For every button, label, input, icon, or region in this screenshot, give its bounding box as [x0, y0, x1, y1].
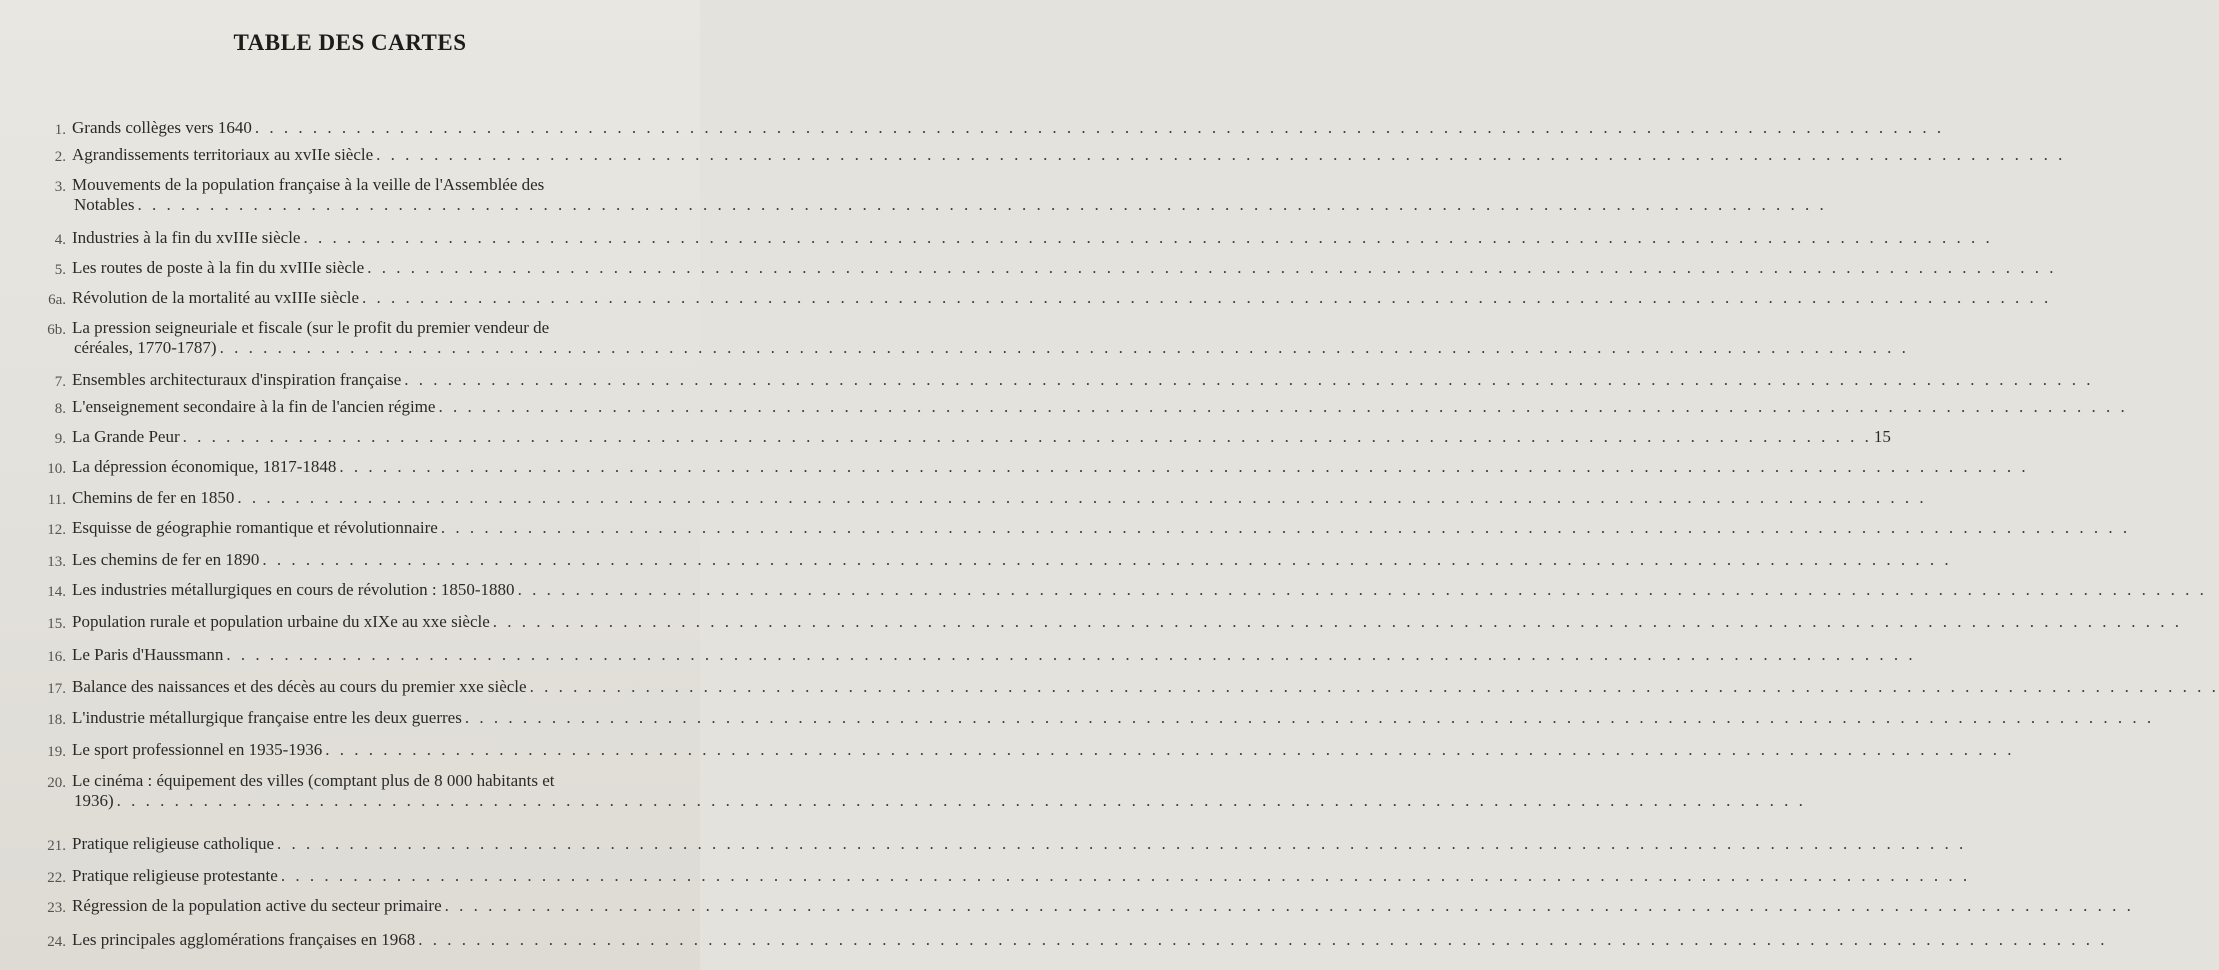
- toc-entry-line: [0, 318, 700, 338]
- toc-entry-row: [72, 118, 1945, 138]
- toc-entry-row: [72, 427, 1891, 447]
- toc-entry-title: Chemins de fer en 1850: [72, 488, 235, 507]
- toc-entry-title: Esquisse de géographie romantique et révolutionnaire: [72, 518, 438, 537]
- toc-entry: [0, 318, 1909, 358]
- toc-entry-number: 13.: [47, 554, 66, 570]
- toc-entry-title: Révolution de la mortalité au vxIIIe siècle: [72, 288, 360, 307]
- toc-entry-line: [0, 457, 2029, 477]
- toc-entry: [0, 771, 1806, 811]
- toc-entry-title: Le sport professionnel en 1935-1936: [72, 740, 323, 759]
- toc-entry-line: [0, 866, 1971, 886]
- toc-entry-number: 18.: [47, 712, 66, 728]
- toc-entry: [0, 612, 2183, 632]
- toc-entry-title: Ensembles architecturaux d'inspiration française: [72, 370, 402, 389]
- toc-entry-title: Les chemins de fer en 1890: [72, 550, 260, 569]
- toc-entry-line: [0, 175, 700, 195]
- toc-page-number: 15: [1873, 427, 1891, 446]
- dot-leader: . . . . . . . . . . . . . . . . . . . . . . . . . . . . . . . . . . . . . . . . . . . . . . . . . . . . . . . . . . . . . . . . . . . . . . . . . . . . . . . . . . . . . . . . . . . . . . . . . . . . . . . . . . . . . . . . . . . . .: [280, 866, 1971, 885]
- toc-entry-row: [72, 645, 1916, 665]
- toc-entry-number: 12.: [47, 522, 66, 538]
- toc-entry-number: 8.: [54, 401, 66, 417]
- toc-entry-line: [0, 645, 1916, 665]
- toc-entry: [0, 896, 2134, 916]
- dot-leader: . . . . . . . . . . . . . . . . . . . . . . . . . . . . . . . . . . . . . . . . . . . . . . . . . . . . . . . . . . . . . . . . . . . . . . . . . . . . . . . . . . . . . . . . . . . . . . . . . . . . . . . . . . . . . . . . . . . . .: [376, 145, 2066, 164]
- dot-leader: . . . . . . . . . . . . . . . . . . . . . . . . . . . . . . . . . . . . . . . . . . . . . . . . . . . . . . . . . . . . . . . . . . . . . . . . . . . . . . . . . . . . . . . . . . . . . . . . . . . . . . . . . . . . . . . . . . . . .: [464, 708, 2155, 727]
- dot-leader: . . . . . . . . . . . . . . . . . . . . . . . . . . . . . . . . . . . . . . . . . . . . . . . . . . . . . . . . . . . . . . . . . . . . . . . . . . . . . . . . . . . . . . . . . . . . . . . . . . . . . . . . . . . . . . . . . . . . .: [492, 612, 2183, 631]
- toc-entry-line: [0, 677, 2219, 697]
- toc-entry-number: 24.: [47, 934, 66, 950]
- toc-entry-line: [0, 740, 2015, 760]
- toc-entry-title: céréales, 1770-1787): [74, 338, 217, 357]
- toc-entry: [0, 645, 1916, 665]
- toc-entry-number: 2.: [54, 149, 66, 165]
- toc-entry-number: 6b.: [47, 322, 66, 338]
- toc-entry-line: [0, 834, 1967, 854]
- toc-entry-title: Régression de la population active du secteur primaire: [72, 896, 442, 915]
- toc-entry-title: L'industrie métallurgique française entre les deux guerres: [72, 708, 462, 727]
- toc-entry: [0, 834, 1967, 854]
- toc-entry-line: [0, 338, 1909, 358]
- toc-entry-number: 11.: [47, 492, 66, 508]
- toc-entry: [0, 677, 2219, 697]
- dot-leader: . . . . . . . . . . . . . . . . . . . . . . . . . . . . . . . . . . . . . . . . . . . . . . . . . . . . . . . . . . . . . . . . . . . . . . . . . . . . . . . . . . . . . . . . . . . . . . . . . . . . . . . . . . . . . . . . . . . . .: [182, 427, 1872, 446]
- toc-entry-row: [72, 896, 2134, 916]
- toc-entry-row: [72, 228, 1993, 248]
- toc-entry: [0, 175, 1827, 215]
- toc-entry-line: [0, 580, 2207, 600]
- toc-entry: [0, 550, 1952, 570]
- toc-entry-title: Pratique religieuse catholique: [72, 834, 275, 853]
- toc-entry-line: [0, 612, 2183, 632]
- toc-entry-row: [72, 930, 2108, 950]
- toc-entry: [0, 866, 1971, 886]
- toc-entry-row: [72, 318, 700, 338]
- toc-entry-title: Le Paris d'Haussmann: [72, 645, 224, 664]
- toc-entry: [0, 145, 2066, 165]
- page-title: TABLE DES CARTES: [233, 30, 467, 55]
- toc-entry-number: 15.: [47, 616, 66, 632]
- dot-leader: . . . . . . . . . . . . . . . . . . . . . . . . . . . . . . . . . . . . . . . . . . . . . . . . . . . . . . . . . . . . . . . . . . . . . . . . . . . . . . . . . . . . . . . . . . . . . . . . . . . . . . . . . . . . . . . . . . . . .: [362, 288, 2052, 307]
- toc-entry: [0, 457, 2029, 477]
- dot-leader: . . . . . . . . . . . . . . . . . . . . . . . . . . . . . . . . . . . . . . . . . . . . . . . . . . . . . . . . . . . . . . . . . . . . . . . . . . . . . . . . . . . . . . . . . . . . . . . . . . . . . . . . . . . . . . . . . . . . .: [438, 397, 2128, 416]
- toc-entry: [0, 930, 2108, 950]
- toc-entry-line: [0, 228, 1993, 248]
- toc-entry-title: Balance des naissances et des décès au cours du premier xxe siècle: [72, 677, 527, 696]
- toc-entry-line: [0, 145, 2066, 165]
- dot-leader: . . . . . . . . . . . . . . . . . . . . . . . . . . . . . . . . . . . . . . . . . . . . . . . . . . . . . . . . . . . . . . . . . . . . . . . . . . . . . . . . . . . . . . . . . . . . . . . . . . . . . . . . . . . . . . . . . . . . .: [219, 338, 1909, 357]
- toc-entry-number: 16.: [47, 649, 66, 665]
- toc-entry-row: [72, 708, 2155, 728]
- toc-entry-number: 5.: [54, 262, 66, 278]
- toc-entry-line: [0, 427, 1891, 447]
- toc-entry-line: [0, 397, 2128, 417]
- toc-entry: [0, 288, 2052, 308]
- dot-leader: . . . . . . . . . . . . . . . . . . . . . . . . . . . . . . . . . . . . . . . . . . . . . . . . . . . . . . . . . . . . . . . . . . . . . . . . . . . . . . . . . . . . . . . . . . . . . . . . . . . . . . . . . . . . . . . . . . . . .: [404, 370, 2094, 389]
- dot-leader: . . . . . . . . . . . . . . . . . . . . . . . . . . . . . . . . . . . . . . . . . . . . . . . . . . . . . . . . . . . . . . . . . . . . . . . . . . . . . . . . . . . . . . . . . . . . . . . . . . . . . . . . . . . . . . . . . . . . .: [418, 930, 2108, 949]
- toc-entry-number: 4.: [54, 232, 66, 248]
- toc-entry-title: Les routes de poste à la fin du xvIIIe siècle: [72, 258, 365, 277]
- toc-entry-number: 9.: [54, 431, 66, 447]
- toc-entry-title: Pratique religieuse protestante: [72, 866, 278, 885]
- toc-entry-title: Les principales agglomérations françaises en 1968: [72, 930, 416, 949]
- toc-entry-title: Le cinéma : équipement des villes (comptant plus de 8 000 habitants et: [72, 771, 555, 790]
- toc-entry-line: [0, 771, 700, 791]
- toc-entry-title: La dépression économique, 1817-1848: [72, 457, 337, 476]
- toc-entry: [0, 228, 1993, 248]
- dot-leader: . . . . . . . . . . . . . . . . . . . . . . . . . . . . . . . . . . . . . . . . . . . . . . . . . . . . . . . . . . . . . . . . . . . . . . . . . . . . . . . . . . . . . . . . . . . . . . . . . . . . . . . . . . . . . . . . . . . . .: [116, 791, 1806, 810]
- toc-entry-row: [72, 518, 2131, 538]
- toc-entry-number: 1.: [54, 122, 66, 138]
- toc-entry-title: Agrandissements territoriaux au xvIIe siècle: [72, 145, 374, 164]
- toc-entry-row: [72, 740, 2015, 760]
- toc-entry-number: 17.: [47, 681, 66, 697]
- toc-entry: [0, 397, 2128, 417]
- dot-leader: . . . . . . . . . . . . . . . . . . . . . . . . . . . . . . . . . . . . . . . . . . . . . . . . . . . . . . . . . . . . . . . . . . . . . . . . . . . . . . . . . . . . . . . . . . . . . . . . . . . . . . . . . . . . . . . . . . . . .: [303, 228, 1993, 247]
- toc-entry-number: 23.: [47, 900, 66, 916]
- dot-leader: . . . . . . . . . . . . . . . . . . . . . . . . . . . . . . . . . . . . . . . . . . . . . . . . . . . . . . . . . . . . . . . . . . . . . . . . . . . . . . . . . . . . . . . . . . . . . . . . . . . . . . . . . . . . . . . . . . . . .: [367, 258, 2057, 277]
- toc-entry-row: [72, 612, 2183, 632]
- toc-entry-line: [0, 488, 1927, 508]
- toc-entry-number: 14.: [47, 584, 66, 600]
- toc-entry-row: [74, 195, 1827, 215]
- dot-leader: . . . . . . . . . . . . . . . . . . . . . . . . . . . . . . . . . . . . . . . . . . . . . . . . . . . . . . . . . . . . . . . . . . . . . . . . . . . . . . . . . . . . . . . . . . . . . . . . . . . . . . . . . . . . . . . . . . . . .: [262, 550, 1952, 569]
- toc-entry-title: Notables: [74, 195, 135, 214]
- toc-entry-row: [72, 580, 2207, 600]
- toc-entry-title: 1936): [74, 791, 114, 810]
- toc-entry: [0, 580, 2207, 600]
- toc-entry-line: [0, 518, 2131, 538]
- toc-entry-row: [72, 370, 2094, 390]
- dot-leader: . . . . . . . . . . . . . . . . . . . . . . . . . . . . . . . . . . . . . . . . . . . . . . . . . . . . . . . . . . . . . . . . . . . . . . . . . . . . . . . . . . . . . . . . . . . . . . . . . . . . . . . . . . . . . . . . . . . . .: [440, 518, 2131, 537]
- dot-leader: . . . . . . . . . . . . . . . . . . . . . . . . . . . . . . . . . . . . . . . . . . . . . . . . . . . . . . . . . . . . . . . . . . . . . . . . . . . . . . . . . . . . . . . . . . . . . . . . . . . . . . . . . . . . . . . . . . . . .: [339, 457, 2029, 476]
- toc-entry-row: [72, 457, 2029, 477]
- toc-entry-row: [72, 175, 700, 195]
- toc-entry: [0, 518, 2131, 538]
- toc-entry-number: 21.: [47, 838, 66, 854]
- toc-entry-line: [0, 118, 1945, 138]
- toc-entry-row: [72, 397, 2128, 417]
- dot-leader: . . . . . . . . . . . . . . . . . . . . . . . . . . . . . . . . . . . . . . . . . . . . . . . . . . . . . . . . . . . . . . . . . . . . . . . . . . . . . . . . . . . . . . . . . . . . . . . . . . . . . . . . . . . . . . . . . . . . .: [226, 645, 1916, 664]
- dot-leader: . . . . . . . . . . . . . . . . . . . . . . . . . . . . . . . . . . . . . . . . . . . . . . . . . . . . . . . . . . . . . . . . . . . . . . . . . . . . . . . . . . . . . . . . . . . . . . . . . . . . . . . . . . . . . . . . . . . . .: [237, 488, 1927, 507]
- toc-entry-title: Population rurale et population urbaine du xIXe au xxe siècle: [72, 612, 490, 631]
- toc-entry: [0, 488, 1927, 508]
- toc-entry-row: [72, 258, 2057, 278]
- toc-entry-row: [74, 791, 1806, 811]
- toc-entry-title: La Grande Peur: [72, 427, 180, 446]
- dot-leader: . . . . . . . . . . . . . . . . . . . . . . . . . . . . . . . . . . . . . . . . . . . . . . . . . . . . . . . . . . . . . . . . . . . . . . . . . . . . . . . . . . . . . . . . . . . . . . . . . . . . . . . . . . . . . . . . . . . . .: [325, 740, 2015, 759]
- toc-entry-row: [72, 145, 2066, 165]
- toc-entry: [0, 427, 1891, 447]
- toc-entry-line: [0, 195, 1827, 215]
- toc-entry-title: L'enseignement secondaire à la fin de l'ancien régime: [72, 397, 436, 416]
- toc-entry-row: [72, 677, 2219, 697]
- toc-entry-row: [72, 834, 1967, 854]
- toc-entry-title: Les industries métallurgiques en cours de révolution : 1850-1880: [72, 580, 515, 599]
- toc-entry-number: 3.: [54, 179, 66, 195]
- toc-entry-line: [0, 930, 2108, 950]
- toc-entry-number: 19.: [47, 744, 66, 760]
- dot-leader: . . . . . . . . . . . . . . . . . . . . . . . . . . . . . . . . . . . . . . . . . . . . . . . . . . . . . . . . . . . . . . . . . . . . . . . . . . . . . . . . . . . . . . . . . . . . . . . . . . . . . . . . . . . . . . . . . . . . .: [529, 677, 2219, 696]
- toc-entry-row: [72, 866, 1971, 886]
- toc-entry-line: [0, 258, 2057, 278]
- toc-entry-line: [0, 708, 2155, 728]
- toc-entry-line: [0, 550, 1952, 570]
- toc-entry-row: [74, 338, 1909, 358]
- toc-entry: [0, 708, 2155, 728]
- toc-entry-number: 20.: [47, 775, 66, 791]
- toc-entry-row: [72, 288, 2052, 308]
- toc-entry-row: [72, 771, 700, 791]
- toc-entry-number: 6a.: [48, 292, 66, 308]
- toc-entry-line: [0, 370, 2094, 390]
- toc-entry-title: Industries à la fin du xvIIIe siècle: [72, 228, 301, 247]
- dot-leader: . . . . . . . . . . . . . . . . . . . . . . . . . . . . . . . . . . . . . . . . . . . . . . . . . . . . . . . . . . . . . . . . . . . . . . . . . . . . . . . . . . . . . . . . . . . . . . . . . . . . . . . . . . . . . . . . . . . . .: [254, 118, 1945, 137]
- toc-entry: [0, 740, 2015, 760]
- dot-leader: . . . . . . . . . . . . . . . . . . . . . . . . . . . . . . . . . . . . . . . . . . . . . . . . . . . . . . . . . . . . . . . . . . . . . . . . . . . . . . . . . . . . . . . . . . . . . . . . . . . . . . . . . . . . . . . . . . . . .: [517, 580, 2207, 599]
- toc-entry-title: Mouvements de la population française à la veille de l'Assemblée des: [72, 175, 545, 194]
- toc-entry-number: 7.: [54, 374, 66, 390]
- toc-entry-line: [0, 288, 2052, 308]
- toc-entry-number: 10.: [47, 461, 66, 477]
- toc-entry-line: [0, 791, 1806, 811]
- toc-entry: [0, 258, 2057, 278]
- toc-entry-row: [72, 488, 1927, 508]
- toc-entry-title: Grands collèges vers 1640: [72, 118, 252, 137]
- dot-leader: . . . . . . . . . . . . . . . . . . . . . . . . . . . . . . . . . . . . . . . . . . . . . . . . . . . . . . . . . . . . . . . . . . . . . . . . . . . . . . . . . . . . . . . . . . . . . . . . . . . . . . . . . . . . . . . . . . . . .: [444, 896, 2134, 915]
- dot-leader: . . . . . . . . . . . . . . . . . . . . . . . . . . . . . . . . . . . . . . . . . . . . . . . . . . . . . . . . . . . . . . . . . . . . . . . . . . . . . . . . . . . . . . . . . . . . . . . . . . . . . . . . . . . . . . . . . . . . .: [277, 834, 1967, 853]
- toc-entry-line: [0, 896, 2134, 916]
- dot-leader: . . . . . . . . . . . . . . . . . . . . . . . . . . . . . . . . . . . . . . . . . . . . . . . . . . . . . . . . . . . . . . . . . . . . . . . . . . . . . . . . . . . . . . . . . . . . . . . . . . . . . . . . . . . . . . . . . . . . .: [137, 195, 1827, 214]
- toc-entry: [0, 370, 2094, 390]
- toc-entry-title: La pression seigneuriale et fiscale (sur le profit du premier vendeur de: [72, 318, 550, 337]
- toc-entry-number: 22.: [47, 870, 66, 886]
- toc-entry-row: [72, 550, 1952, 570]
- toc-entry: [0, 118, 1945, 138]
